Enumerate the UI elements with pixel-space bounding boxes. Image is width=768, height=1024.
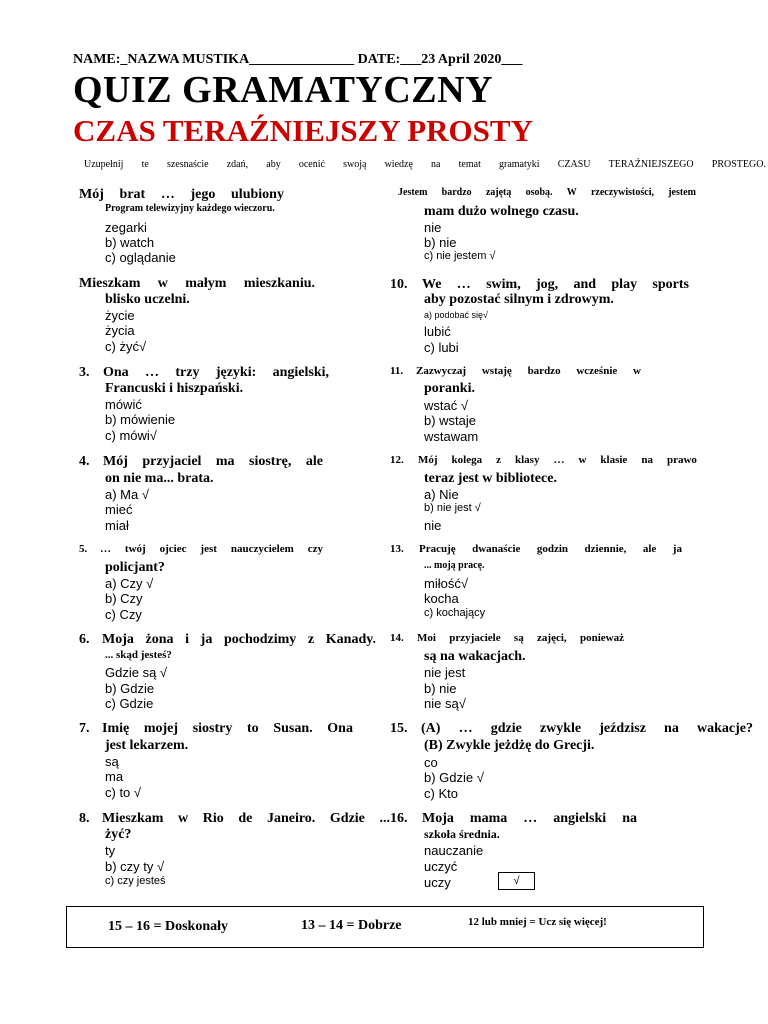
q1-option-a: zegarki xyxy=(105,220,147,235)
q2-option-a: życie xyxy=(105,308,135,323)
q13-option-b: kocha xyxy=(424,591,459,606)
q16-answer-box: √ xyxy=(498,872,535,890)
q13-number: 13. xyxy=(390,543,404,555)
q15-option-b: b) Gdzie √ xyxy=(424,770,484,785)
q14-option-c: nie są√ xyxy=(424,696,466,711)
q1-option-b: b) watch xyxy=(105,235,155,250)
q1-prompt: Mój brat … jego ulubiony xyxy=(79,187,284,202)
q9-prompt: Jestem bardzo zajętą osobą. W rzeczywistości, jestem xyxy=(398,187,696,198)
q7-prompt-cont: jest lekarzem. xyxy=(105,738,189,753)
q7-option-c: c) to √ xyxy=(105,785,142,800)
q11-option-c: wstawam xyxy=(424,429,479,444)
q7-option-a: są xyxy=(105,754,119,769)
q8-option-c: c) czy jesteś xyxy=(105,875,166,887)
q5-option-b: b) Czy xyxy=(105,591,143,606)
q6-option-a: Gdzie są √ xyxy=(105,665,168,680)
q15-option-a: co xyxy=(424,755,438,770)
q8-number: 8. xyxy=(79,811,90,826)
q16-option-c: uczy xyxy=(424,875,451,890)
q16-prompt: Moja mama … angielski na xyxy=(422,811,637,826)
q5-number: 5. xyxy=(79,543,88,555)
q14-option-b: b) nie xyxy=(424,681,457,696)
q2-prompt: Mieszkam w małym mieszkaniu. xyxy=(79,276,315,291)
q5-option-c: c) Czy xyxy=(105,607,142,622)
page-title: QUIZ GRAMATYCZNY xyxy=(73,69,494,111)
q5-prompt: … twój ojciec jest nauczycielem czy xyxy=(100,543,323,555)
q5-option-a: a) Czy √ xyxy=(105,576,154,591)
q6-prompt-cont: ... skąd jesteś? xyxy=(105,649,172,661)
q7-prompt: Imię mojej siostry to Susan. Ona xyxy=(102,721,353,736)
q4-option-b: mieć xyxy=(105,502,133,517)
q6-prompt: Moja żona i ja pochodzimy z Kanady. xyxy=(102,632,376,647)
q14-number: 14. xyxy=(390,632,404,644)
q12-number: 12. xyxy=(390,454,404,466)
q1-option-c: c) oglądanie xyxy=(105,250,176,265)
q11-number: 11. xyxy=(390,365,404,377)
q2-prompt-cont: blisko uczelni. xyxy=(105,292,190,307)
q3-number: 3. xyxy=(79,365,90,380)
q4-number: 4. xyxy=(79,454,90,469)
score-excellent: 15 – 16 = Doskonały xyxy=(108,919,228,934)
q14-option-a: nie jest xyxy=(424,665,466,680)
q2-option-b: życia xyxy=(105,323,135,338)
q16-option-a: nauczanie xyxy=(424,843,484,858)
q13-option-c: c) kochający xyxy=(424,607,486,619)
q13-prompt: Pracuję dwanaście godzin dziennie, ale ja xyxy=(419,543,682,555)
q11-option-b: b) wstaje xyxy=(424,413,477,428)
q16-number: 16. xyxy=(390,811,408,826)
q9-option-a: nie xyxy=(424,220,442,235)
instructions: Uzupełnij te szesnaście zdań, aby ocenić swoją wiedzę na temat gramatyki CZASU TERAŹNIEJSZEGO PROSTEGO. xyxy=(84,159,766,170)
q11-option-a: wstać √ xyxy=(424,398,468,413)
q13-option-a: miłość√ xyxy=(424,576,468,591)
q4-prompt-cont: on nie ma... brata. xyxy=(105,471,214,486)
q3-option-b: b) mówienie xyxy=(105,412,176,427)
q10-option-a: a) podobać się√ xyxy=(424,310,488,320)
q2-option-c: c) żyć√ xyxy=(105,339,147,354)
q10-prompt-cont: aby pozostać silnym i zdrowym. xyxy=(424,292,614,307)
q14-prompt-cont: są na wakacjach. xyxy=(424,649,526,664)
q15-option-c: c) Kto xyxy=(424,786,458,801)
q6-option-c: c) Gdzie xyxy=(105,696,154,711)
q3-prompt-cont: Francuski i hiszpański. xyxy=(105,381,244,396)
q6-number: 6. xyxy=(79,632,90,647)
q8-option-a: ty xyxy=(105,843,116,858)
q8-option-b: b) czy ty √ xyxy=(105,859,165,874)
q5-prompt-cont: policjant? xyxy=(105,560,165,575)
q3-option-a: mówić xyxy=(105,397,142,412)
q13-prompt-cont: ... moją pracę. xyxy=(424,560,485,571)
q1-prompt-cont: Program telewizyjny każdego wieczoru. xyxy=(105,203,275,214)
q9-option-b: b) nie xyxy=(424,235,457,250)
q15-prompt-cont: (B) Zwykle jeżdżę do Grecji. xyxy=(424,738,595,753)
q12-option-c: nie xyxy=(424,518,442,533)
q12-prompt-cont: teraz jest w bibliotece. xyxy=(424,471,557,486)
q8-prompt-cont: żyć? xyxy=(105,827,132,842)
q10-prompt: We … swim, jog, and play sports xyxy=(422,277,689,292)
q12-prompt: Mój kolega z klasy … w klasie na prawo xyxy=(418,454,697,466)
q8-prompt: Mieszkam w Rio de Janeiro. Gdzie ... xyxy=(102,811,390,826)
q14-prompt: Moi przyjaciele są zajęci, ponieważ xyxy=(417,632,624,644)
q16-prompt-cont: szkoła średnia. xyxy=(424,827,500,841)
q10-option-b: lubić xyxy=(424,324,451,339)
q12-option-b: b) nie jest √ xyxy=(424,502,481,514)
q10-number: 10. xyxy=(390,277,408,292)
q6-option-b: b) Gdzie xyxy=(105,681,155,696)
q7-number: 7. xyxy=(79,721,90,736)
q15-prompt: (A) … gdzie zwykle jeździsz na wakacje? xyxy=(421,721,753,736)
q4-option-c: miał xyxy=(105,518,129,533)
q11-prompt: Zazwyczaj wstaję bardzo wcześnie w xyxy=(416,365,641,377)
q16-option-b: uczyć xyxy=(424,859,458,874)
name-date-line: NAME:_NAZWA MUSTIKA_______________ DATE:___23 April 2020___ xyxy=(73,52,523,67)
q4-prompt: Mój przyjaciel ma siostrę, ale xyxy=(103,454,323,469)
q10-option-c: c) lubi xyxy=(424,340,459,355)
score-study-more: 12 lub mniej = Ucz się więcej! xyxy=(468,916,607,928)
q11-prompt-cont: poranki. xyxy=(424,381,475,396)
q9-prompt-cont: mam dużo wolnego czasu. xyxy=(424,204,579,219)
q4-option-a: a) Ma √ xyxy=(105,487,149,502)
score-good: 13 – 14 = Dobrze xyxy=(301,918,402,933)
q3-option-c: c) mówi√ xyxy=(105,428,157,443)
score-box xyxy=(66,906,704,948)
q15-number: 15. xyxy=(390,721,408,736)
page-subtitle: CZAS TERAŹNIEJSZY PROSTY xyxy=(73,113,533,148)
q3-prompt: Ona … trzy języki: angielski, xyxy=(103,365,329,380)
q9-option-c: c) nie jestem √ xyxy=(424,250,496,262)
q7-option-b: ma xyxy=(105,769,124,784)
q12-option-a: a) Nie xyxy=(424,487,459,502)
